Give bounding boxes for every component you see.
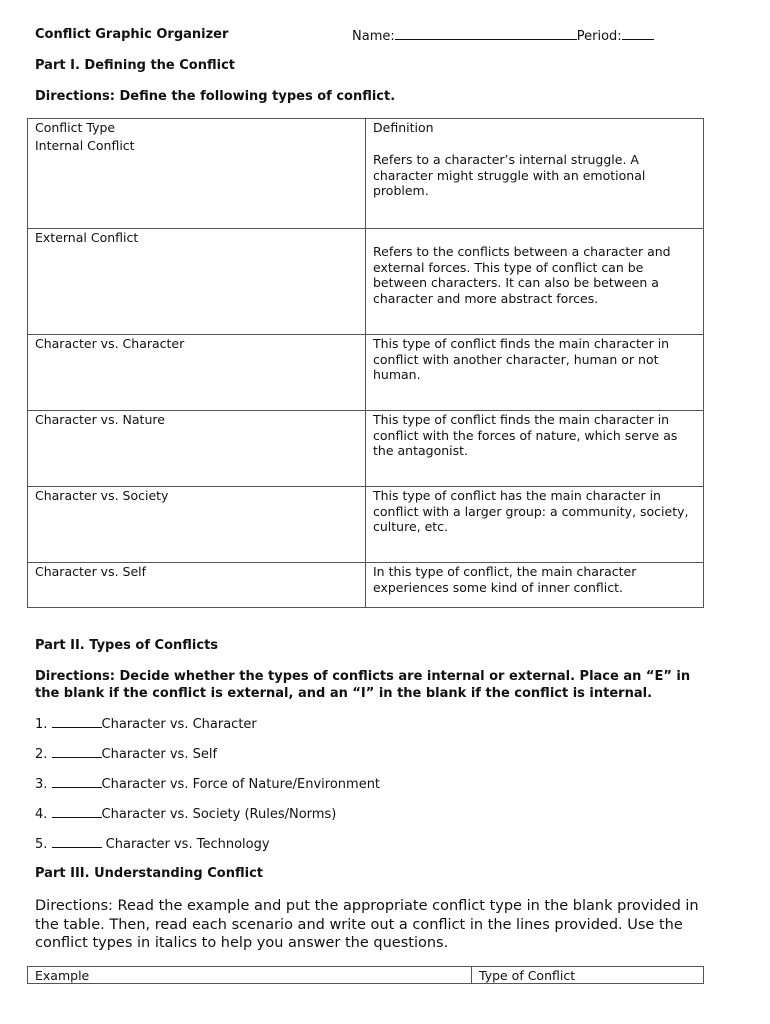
conflict-definition-table bbox=[27, 118, 704, 608]
table-column-divider bbox=[471, 967, 472, 983]
table-header-row bbox=[28, 119, 703, 137]
table-row bbox=[28, 334, 703, 411]
part3-directions: Directions: Read the example and put the appropriate conflict type in the blank provided in the table. Then, read each scenario and write out a conflict in the lines provided. Use the conflict types in italics to help you answer the questions. bbox=[35, 898, 699, 951]
part1-heading: Part I. Defining the Conflict bbox=[35, 58, 235, 73]
name-period-line bbox=[352, 27, 654, 44]
item-text: Character vs. Society (Rules/Norms) bbox=[101, 807, 337, 822]
definition-cell: This type of conflict finds the main character in conflict with another character, human or not human. bbox=[373, 336, 670, 382]
table-row bbox=[28, 228, 703, 335]
part2-directions: Directions: Decide whether the types of conflicts are internal or external. Place an “E” in the blank if the conflict is external, and an “I” in the blank if the conflict is internal. bbox=[35, 669, 691, 701]
definition-cell: This type of conflict finds the main character in conflict with the forces of nature, which serve as the antagonist. bbox=[373, 412, 678, 458]
answer-blank[interactable] bbox=[52, 716, 102, 728]
answer-blank[interactable] bbox=[52, 836, 102, 848]
list-item bbox=[35, 806, 336, 822]
table-row bbox=[28, 562, 703, 608]
name-blank[interactable] bbox=[395, 27, 577, 40]
conflict-type-cell: Character vs. Character bbox=[35, 336, 185, 351]
list-item bbox=[35, 746, 217, 762]
table-row bbox=[28, 137, 703, 228]
conflict-type-cell: Character vs. Self bbox=[35, 564, 147, 579]
col-header-type-of-conflict: Type of Conflict bbox=[479, 968, 576, 983]
item-text: Character vs. Force of Nature/Environment bbox=[101, 777, 381, 792]
part3-heading: Part III. Understanding Conflict bbox=[35, 866, 263, 881]
part2-heading: Part II. Types of Conflicts bbox=[35, 638, 219, 653]
answer-blank[interactable] bbox=[52, 776, 102, 788]
part1-directions: Directions: Define the following types of conflict. bbox=[35, 89, 396, 104]
document-title: Conflict Graphic Organizer bbox=[35, 27, 229, 42]
example-table bbox=[27, 966, 704, 984]
item-text: Character vs. Technology bbox=[101, 837, 270, 852]
definition-cell: Refers to a character’s internal struggle. A character might struggle with an emotional problem. bbox=[373, 152, 646, 198]
item-number: 2. bbox=[35, 747, 48, 762]
col-header-example: Example bbox=[35, 968, 90, 983]
answer-blank[interactable] bbox=[52, 806, 102, 818]
table-row bbox=[28, 486, 703, 563]
definition-cell: This type of conflict has the main character in conflict with a larger group: a community, society, culture, etc. bbox=[373, 488, 689, 534]
list-item bbox=[35, 716, 257, 732]
definition-cell: In this type of conflict, the main character experiences some kind of inner conflict. bbox=[373, 564, 637, 595]
item-text: Character vs. Character bbox=[101, 717, 257, 732]
list-item bbox=[35, 836, 270, 852]
period-label: Period: bbox=[576, 29, 622, 44]
name-label: Name: bbox=[352, 29, 395, 44]
col-header-conflict-type: Conflict Type bbox=[35, 120, 116, 135]
conflict-type-cell: Character vs. Society bbox=[35, 488, 169, 503]
conflict-type-cell: Internal Conflict bbox=[35, 138, 135, 153]
col-header-definition: Definition bbox=[373, 120, 434, 135]
period-blank[interactable] bbox=[622, 27, 654, 40]
item-number: 5. bbox=[35, 837, 48, 852]
conflict-type-cell: External Conflict bbox=[35, 230, 139, 245]
item-number: 1. bbox=[35, 717, 48, 732]
item-number: 4. bbox=[35, 807, 48, 822]
item-number: 3. bbox=[35, 777, 48, 792]
list-item bbox=[35, 776, 380, 792]
answer-blank[interactable] bbox=[52, 746, 102, 758]
definition-cell: Refers to the conflicts between a character and external forces. This type of conflict can be between characters. It can also be between a character and more abstract forces. bbox=[373, 244, 671, 306]
item-text: Character vs. Self bbox=[101, 747, 218, 762]
table-row bbox=[28, 410, 703, 487]
conflict-type-cell: Character vs. Nature bbox=[35, 412, 165, 427]
